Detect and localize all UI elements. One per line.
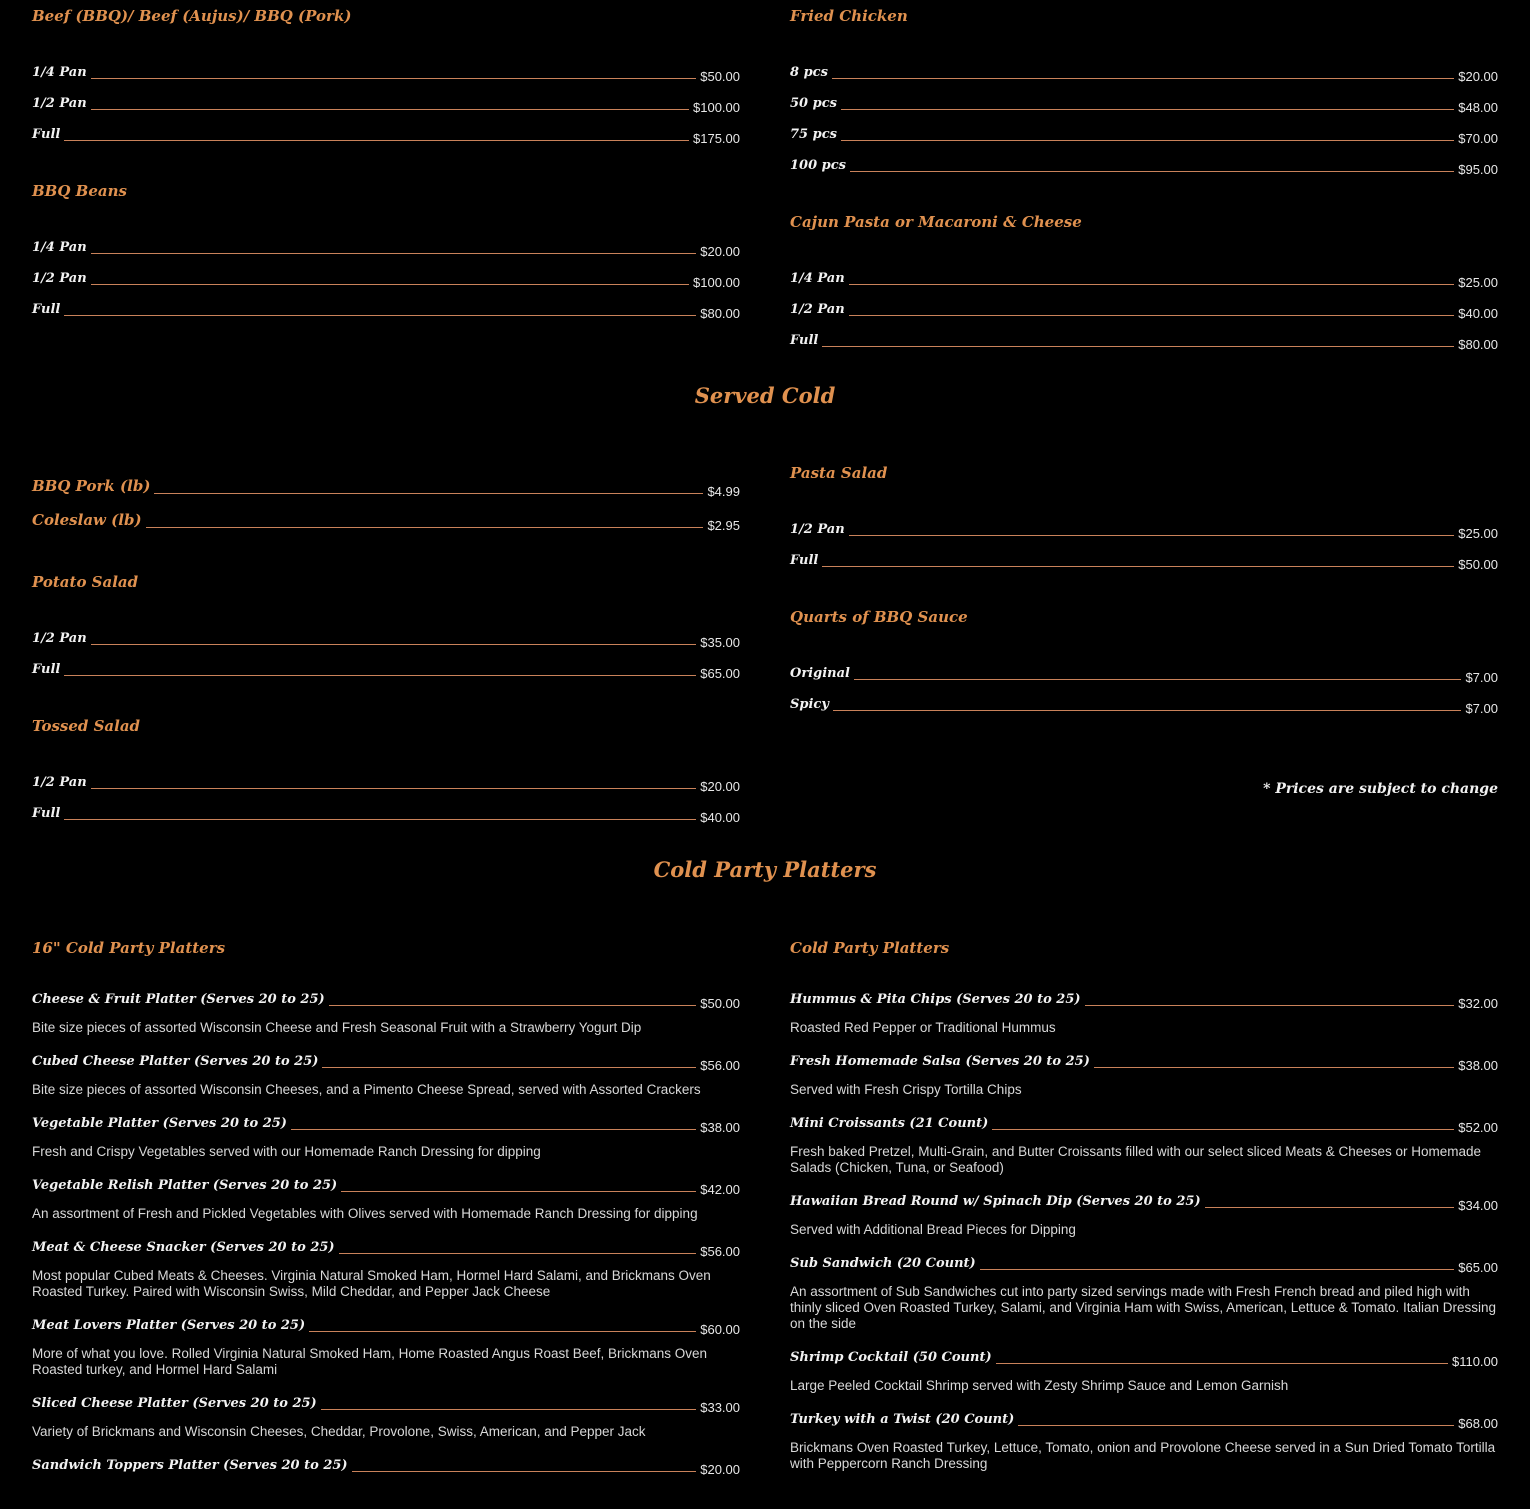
item-description: An assortment of Fresh and Pickled Vegetables with Olives served with Homemade Ranch Dressing for dipping (32, 1206, 698, 1221)
menu-group (790, 607, 1498, 717)
item-description: Large Peeled Cocktail Shrimp served with Zesty Shrimp Sauce and Lemon Garnish (790, 1378, 1289, 1393)
price-disclaimer: * Prices are subject to change (1263, 781, 1498, 797)
menu-row (790, 147, 1498, 178)
category-title: Fried Chicken (790, 7, 908, 25)
platter-item (790, 1344, 1498, 1394)
leader-line (91, 284, 689, 285)
item-price: $25.00 (1458, 275, 1498, 290)
hot-right-column (790, 6, 1498, 353)
menu-row (790, 1250, 1498, 1276)
item-label: BBQ Pork (lb) (32, 477, 151, 495)
leader-line (832, 78, 1454, 79)
item-description: Fresh baked Pretzel, Multi-Grain, and Butter Croissants filled with our select sliced Meats & Cheeses or Homemade Salads (Chicken, Tuna, or Seafood) (790, 1144, 1482, 1175)
category-title: Potato Salad (32, 573, 139, 591)
item-label: 1/4 Pan (32, 65, 87, 80)
platter-item (32, 1390, 740, 1440)
item-label: Vegetable Relish Platter (Serves 20 to 25) (32, 1178, 338, 1193)
item-label: Shrimp Cocktail (50 Count) (790, 1350, 992, 1365)
platter-item (790, 1110, 1498, 1176)
item-price: $20.00 (1458, 69, 1498, 84)
menu-row (32, 472, 740, 500)
leader-line (1018, 1425, 1454, 1426)
item-label: Full (790, 333, 819, 348)
leader-line (339, 1253, 697, 1254)
category-title: Cajun Pasta or Macaroni & Cheese (790, 213, 1082, 231)
item-label: Full (32, 127, 61, 142)
leader-line (291, 1129, 696, 1130)
category-title: Quarts of BBQ Sauce (790, 608, 968, 626)
item-label: Coleslaw (lb) (32, 511, 142, 529)
item-price: $7.00 (1465, 670, 1498, 685)
item-price: $175.00 (693, 131, 740, 146)
item-label: 1/4 Pan (32, 240, 87, 255)
item-label: Fresh Homemade Salsa (Serves 20 to 25) (790, 1054, 1090, 1069)
platter-item (32, 1110, 740, 1160)
leader-line (849, 315, 1455, 316)
item-price: $20.00 (700, 1462, 740, 1477)
platters-right-column (790, 938, 1498, 1484)
item-label: Meat Lovers Platter (Serves 20 to 25) (32, 1318, 306, 1333)
item-label: 1/2 Pan (32, 96, 87, 111)
leader-line (91, 644, 697, 645)
leader-line (822, 566, 1454, 567)
platter-item (790, 1188, 1498, 1238)
item-price: $48.00 (1458, 100, 1498, 115)
item-price: $40.00 (700, 810, 740, 825)
category-title: Cold Party Platters (790, 939, 950, 957)
item-price: $35.00 (700, 635, 740, 650)
item-label: Meat & Cheese Snacker (Serves 20 to 25) (32, 1240, 335, 1255)
leader-line (854, 679, 1461, 680)
menu-row (32, 1234, 740, 1260)
platter-item (790, 1048, 1498, 1098)
leader-line (849, 284, 1455, 285)
leader-line (1205, 1207, 1455, 1208)
item-price: $50.00 (1458, 557, 1498, 572)
leader-line (309, 1331, 696, 1332)
item-price: $95.00 (1458, 162, 1498, 177)
item-label: Original (790, 666, 850, 681)
item-description: Brickmans Oven Roasted Turkey, Lettuce, Tomato, onion and Provolone Cheese served in a Sun Dried Tomato Tortilla with Peppercorn Ranch Dressing (790, 1440, 1496, 1471)
leader-line (841, 140, 1454, 141)
category-title: Beef (BBQ)/ Beef (Aujus)/ BBQ (Pork) (32, 7, 352, 25)
cold-right-column (790, 463, 1498, 717)
category-title: 16" Cold Party Platters (32, 939, 226, 957)
item-description: Served with Fresh Crispy Tortilla Chips (790, 1082, 1022, 1097)
menu-group (790, 463, 1498, 573)
item-label: 50 pcs (790, 96, 837, 111)
item-price: $50.00 (700, 996, 740, 1011)
item-label: 1/2 Pan (32, 631, 87, 646)
item-price: $32.00 (1458, 996, 1498, 1011)
item-price: $80.00 (700, 306, 740, 321)
platter-item (32, 1234, 740, 1300)
item-price: $70.00 (1458, 131, 1498, 146)
platter-item (790, 1406, 1498, 1472)
cold-left-column (32, 472, 740, 826)
hot-left-column (32, 6, 740, 322)
menu-row (790, 85, 1498, 116)
leader-line (980, 1269, 1455, 1270)
item-price: $7.00 (1465, 701, 1498, 716)
item-description: More of what you love. Rolled Virginia Natural Smoked Ham, Home Roasted Angus Roast Beef, Brickmans Oven Roasted turkey, and Hormel Hard Salami (32, 1346, 708, 1377)
leader-line (352, 1471, 697, 1472)
menu-row (790, 686, 1498, 717)
menu-row (790, 260, 1498, 291)
leader-line (64, 140, 689, 141)
item-label: Mini Croissants (21 Count) (790, 1116, 989, 1131)
menu-row (32, 986, 740, 1012)
leader-line (322, 1067, 696, 1068)
item-price: $100.00 (693, 100, 740, 115)
leader-line (154, 493, 703, 494)
menu-group (32, 716, 740, 826)
menu-row (790, 291, 1498, 322)
leader-line (91, 109, 689, 110)
item-price: $56.00 (700, 1244, 740, 1259)
item-price: $20.00 (700, 779, 740, 794)
platter-item (32, 986, 740, 1036)
menu-row (790, 511, 1498, 542)
menu-row (32, 54, 740, 85)
item-label: Cheese & Fruit Platter (Serves 20 to 25) (32, 992, 325, 1007)
item-price: $68.00 (1458, 1416, 1498, 1431)
item-label: 8 pcs (790, 65, 828, 80)
menu-row (790, 655, 1498, 686)
platter-item (790, 1250, 1498, 1332)
menu-group (790, 6, 1498, 178)
item-description: Most popular Cubed Meats & Cheeses. Virginia Natural Smoked Ham, Hormel Hard Salami, and Brickmans Oven Roasted Turkey. Paired with Wisconsin Swiss, Mild Cheddar, and Pepper Jack Cheese (32, 1268, 711, 1299)
leader-line (321, 1409, 697, 1410)
section-title-cold-party-platters: Cold Party Platters (653, 857, 877, 882)
item-description: Fresh and Crispy Vegetables served with our Homemade Ranch Dressing for dipping (32, 1144, 541, 1159)
item-label: Full (32, 302, 61, 317)
menu-row (32, 764, 740, 795)
item-label: Vegetable Platter (Serves 20 to 25) (32, 1116, 287, 1131)
leader-line (91, 253, 697, 254)
menu-group (790, 212, 1498, 353)
leader-line (822, 346, 1454, 347)
item-price: $80.00 (1458, 337, 1498, 352)
item-price: $2.95 (707, 518, 740, 533)
item-label: Hummus & Pita Chips (Serves 20 to 25) (790, 992, 1081, 1007)
leader-line (91, 788, 697, 789)
item-price: $38.00 (1458, 1058, 1498, 1073)
platter-item (32, 1312, 740, 1378)
section-title-served-cold: Served Cold (694, 383, 836, 408)
platter-item (32, 1172, 740, 1222)
item-description: Variety of Brickmans and Wisconsin Cheeses, Cheddar, Provolone, Swiss, American, and Pepper Jack (32, 1424, 646, 1439)
leader-line (64, 675, 696, 676)
item-label: Sub Sandwich (20 Count) (790, 1256, 976, 1271)
item-label: Turkey with a Twist (20 Count) (790, 1412, 1015, 1427)
platters-left-column (32, 938, 740, 1490)
menu-row (32, 795, 740, 826)
item-label: 1/4 Pan (790, 271, 845, 286)
category-title: BBQ Beans (32, 182, 127, 200)
menu-row (32, 85, 740, 116)
leader-line (992, 1129, 1454, 1130)
menu-row (32, 1048, 740, 1074)
leader-line (833, 710, 1462, 711)
menu-group (32, 181, 740, 322)
menu-row (32, 500, 740, 534)
leader-line (850, 171, 1454, 172)
item-price: $65.00 (1458, 1260, 1498, 1275)
menu-row (32, 260, 740, 291)
item-price: $56.00 (700, 1058, 740, 1073)
item-price: $25.00 (1458, 526, 1498, 541)
menu-row (790, 542, 1498, 573)
platter-item (790, 986, 1498, 1036)
leader-line (849, 535, 1455, 536)
menu-row (32, 620, 740, 651)
menu-row (790, 986, 1498, 1012)
item-price: $100.00 (693, 275, 740, 290)
menu-row (790, 322, 1498, 353)
item-label: Cubed Cheese Platter (Serves 20 to 25) (32, 1054, 319, 1069)
item-label: Hawaiian Bread Round w/ Spinach Dip (Serves 20 to 25) (790, 1194, 1201, 1209)
item-price: $33.00 (700, 1400, 740, 1415)
leader-line (341, 1191, 696, 1192)
item-price: $20.00 (700, 244, 740, 259)
leader-line (91, 78, 697, 79)
menu-row (32, 1452, 740, 1478)
menu-row (32, 1390, 740, 1416)
leader-line (841, 109, 1454, 110)
item-price: $4.99 (707, 484, 740, 499)
menu-group (32, 6, 740, 147)
item-label: Full (32, 806, 61, 821)
leader-line (64, 819, 696, 820)
item-label: Full (790, 553, 819, 568)
item-label: 1/2 Pan (790, 522, 845, 537)
item-price: $38.00 (700, 1120, 740, 1135)
menu-row (790, 54, 1498, 85)
menu-row (32, 1110, 740, 1136)
item-label: 75 pcs (790, 127, 837, 142)
platter-item (32, 1048, 740, 1098)
item-price: $50.00 (700, 69, 740, 84)
item-label: Spicy (790, 697, 829, 712)
item-description: Bite size pieces of assorted Wisconsin Cheese and Fresh Seasonal Fruit with a Strawberry Yogurt Dip (32, 1020, 642, 1035)
menu-row (32, 291, 740, 322)
menu-row (790, 1110, 1498, 1136)
category-title: Pasta Salad (790, 464, 888, 482)
menu-row (32, 1172, 740, 1198)
item-description: Roasted Red Pepper or Traditional Hummus (790, 1020, 1056, 1035)
item-price: $110.00 (1451, 1354, 1498, 1369)
menu-row (790, 1344, 1498, 1370)
leader-line (996, 1363, 1448, 1364)
item-label: Sliced Cheese Platter (Serves 20 to 25) (32, 1396, 317, 1411)
item-label: 1/2 Pan (790, 302, 845, 317)
leader-line (329, 1005, 697, 1006)
menu-row (32, 651, 740, 682)
item-label: 1/2 Pan (32, 775, 87, 790)
item-label: Sandwich Toppers Platter (Serves 20 to 25) (32, 1458, 348, 1473)
item-price: $34.00 (1458, 1198, 1498, 1213)
leader-line (64, 315, 696, 316)
item-price: $40.00 (1458, 306, 1498, 321)
leader-line (1085, 1005, 1455, 1006)
menu-row (790, 1188, 1498, 1214)
item-price: $42.00 (700, 1182, 740, 1197)
menu-group (32, 572, 740, 682)
item-price: $60.00 (700, 1322, 740, 1337)
menu-row (32, 1312, 740, 1338)
item-description: Served with Additional Bread Pieces for Dipping (790, 1222, 1076, 1237)
item-label: Full (32, 662, 61, 677)
leader-line (1094, 1067, 1454, 1068)
menu-row (32, 229, 740, 260)
item-price: $65.00 (700, 666, 740, 681)
platter-item (32, 1452, 740, 1478)
item-label: 100 pcs (790, 158, 846, 173)
menu-row (32, 116, 740, 147)
category-title: Tossed Salad (32, 717, 141, 735)
item-description: An assortment of Sub Sandwiches cut into party sized servings made with Fresh French bread and piled high with thinly sliced Oven Roasted Turkey, Salami, and Virginia Ham with Swiss, American, Lettuce & Tomato. Italian Dressing on the side (790, 1284, 1497, 1331)
menu-row (790, 1406, 1498, 1432)
item-price: $52.00 (1458, 1120, 1498, 1135)
item-description: Bite size pieces of assorted Wisconsin Cheeses, and a Pimento Cheese Spread, served with Assorted Crackers (32, 1082, 701, 1097)
menu-row (790, 1048, 1498, 1074)
leader-line (146, 527, 704, 528)
menu-row (790, 116, 1498, 147)
item-label: 1/2 Pan (32, 271, 87, 286)
